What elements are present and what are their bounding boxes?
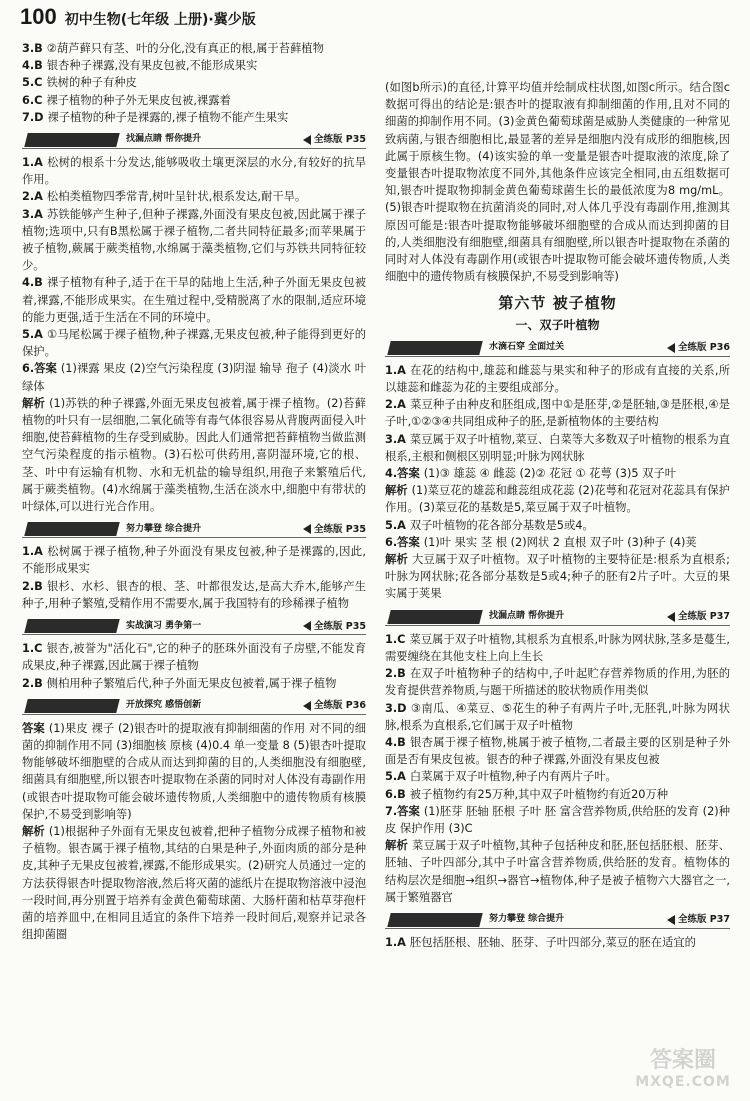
answer-label: 解析 [385, 839, 409, 853]
book-reference-text: 全练版 P35 [314, 620, 366, 632]
answer-text: 菜豆属于双子叶植物,其种子包括种皮和胚,胚包括胚根、胚芽、胚轴、子叶四部分,其中子叶富含营养物质,供给胚的发育。植物体的结构层次是细胞→组织→器官→植物体,种子是被子植物六大器官之一,属于繁殖器官 [385, 839, 730, 904]
triangle-icon [667, 612, 675, 622]
answer-item [22, 109, 366, 126]
answer-item [385, 465, 730, 482]
answer-item [22, 57, 366, 74]
book-reference [667, 339, 730, 356]
answer-text: 胚包括胚根、胚轴、胚芽、子叶四部分,菜豆的胚在适宜的 [409, 935, 696, 949]
section-label-block [387, 610, 482, 624]
answer-text: 裸子植物的种子外无果皮包被,裸露着 [46, 93, 231, 107]
answer-item [22, 206, 366, 275]
section-tagline: 找漏点睛 帮你提升 [489, 611, 565, 622]
answer-text: 银杏种子裸露,没有果皮包被,不能形成果实 [46, 59, 258, 73]
section-tagline: 水滴石穿 全面过关 [489, 342, 565, 353]
answer-item [385, 517, 730, 534]
answer-text: 菜豆属于双子叶植物,菜豆、白菜等大多数双子叶植物的根系为直根系,主根和侧根区别明显;叶脉为网状脉 [385, 432, 730, 463]
answer-item [385, 482, 730, 516]
answer-text: (1)果皮 裸子 (2)银杏叶的提取液有抑制细菌的作用 对不同的细菌的抑制作用不同 (3)细胞核 原核 (4)0.4 单一变量 8 (5)银杏叶提取物能够破坏细胞壁的合成从而达到抑菌的目的,人类细胞没有细胞壁,细菌具有细胞壁,所以银杏叶提取物在杀菌的同时对人体没有毒副作用(或银杏叶提取物可能会破坏遗传物质,人类细胞中的遗传物质有核膜保护,不易受到影响等) [22, 721, 366, 821]
answer-label: 4.答案 [385, 467, 420, 481]
answer-item [22, 74, 366, 91]
answer-text: 裸子植物的种子是裸露的,裸子植物不能产生果实 [47, 110, 289, 124]
answer-text: 裸子植物有种子,适于在干旱的陆地上生活,种子外面无果皮包被着,裸露,不能形成果实。在生殖过程中,受精脱离了水的限制,适应环境的能力更强,适于生活在不同的环境中。 [22, 276, 366, 324]
answer-item [22, 543, 366, 577]
answer-text: (1)叶 果实 茎 根 (2)网状 2 直根 双子叶 (3)种子 (4)荚 [423, 535, 697, 549]
answer-item [385, 396, 730, 430]
book-reference-text: 全练版 P35 [314, 523, 366, 535]
answer-item [22, 395, 366, 515]
answer-text: (1)苏铁的种子裸露,外面无果皮包被着,属于裸子植物。(2)苔藓植物的叶只有一层细胞,二氧化硫等有毒气体很容易从背腹两面侵入叶细胞,使苔藓植物的生存受到威胁。因此人们通常把苔藓植物当做监测空气污染程度的指示植物。(3)石松可供药用,喜阴湿环境,它的根、茎、叶中有运输有机物、水和无机盐的输导组织,用孢子来繁殖后代,属于蕨类植物。(4)水绵属于藻类植物,生活在淡水中,细胞中有带状的叶绿体,可以进行光合作用。 [22, 396, 366, 514]
answer-list [22, 720, 366, 944]
answer-list [22, 40, 366, 126]
left-column [22, 40, 366, 943]
answer-label: 2.A [22, 190, 43, 204]
right-column [385, 79, 730, 951]
answer-item [385, 631, 730, 665]
answer-text: 菜豆属于双子叶植物,其根系为直根系,叶脉为网状脉,茎多是蔓生,需要缠绕在其他支柱上向上生长 [385, 632, 730, 663]
answer-list [22, 640, 366, 692]
answer-text: 松树属于裸子植物,种子外面没有果皮包被,种子是裸露的,因此,不能形成果实 [22, 545, 366, 576]
section-label-block [387, 341, 482, 355]
answer-text: 菜豆种子由种皮和胚组成,图中①是胚芽,②是胚轴,③是胚根,④是子叶,①②③④共同组成种子的胚,是新植物体的主要结构 [385, 398, 730, 429]
answer-label: 5.C [22, 76, 43, 90]
answer-item [22, 823, 366, 943]
answer-label: 6.C [22, 93, 43, 107]
section-label-block [24, 522, 119, 536]
book-reference-text: 全练版 P36 [314, 700, 366, 712]
answer-text: 在花的结构中,雄蕊和雌蕊与果实和种子的形成有直接的关系,所以雄蕊和雌蕊为花的主要组成部分。 [385, 363, 730, 395]
answer-item [22, 675, 366, 692]
answer-label: 答案 [22, 721, 45, 735]
answer-item [385, 700, 730, 734]
answer-item [22, 326, 366, 360]
section-bar [385, 340, 730, 357]
answer-text: (1)根据种子外面有无果皮包被着,把种子植物分成裸子植物和被子植物。银杏属于裸子植物,其结的白果是种子,外面肉质的部分是种皮,其种子无果皮包被着,裸露,不能形成果实。(2)研究人员通过一定的方法获得银杏叶提取物溶液,然后将灭菌的滤纸片在提取物溶液中浸泡一段时间,再分别置于培养有金黄色葡萄球菌、大肠杆菌和枯草芽孢杆菌的培养皿中,在相同且适宜的条件下培养一段时间后,观察并记录各组抑菌圈 [22, 824, 366, 942]
answer-item [22, 154, 366, 188]
section-label-block [24, 699, 119, 713]
answer-text: 白菜属于双子叶植物,种子内有两片子叶。 [409, 770, 617, 784]
book-reference [303, 618, 366, 635]
answer-item [385, 431, 730, 465]
answer-text: 铁树的种子有种皮 [46, 76, 137, 90]
answer-label: 7.答案 [385, 804, 420, 818]
triangle-icon [667, 343, 675, 353]
section-tagline: 实战演习 勇争第一 [126, 620, 202, 631]
section-label-block [24, 133, 119, 147]
book-title: 初中生物(七年级 上册)·冀少版 [64, 12, 256, 28]
section-tagline: 努力攀登 综合提升 [126, 523, 202, 534]
answer-text: 侧柏用种子繁殖后代,种子外面无果皮包被着,属于裸子植物 [46, 676, 337, 690]
book-reference-text: 全练版 P37 [678, 611, 730, 623]
section-bar [385, 912, 730, 929]
answer-text: ③南瓜、④菜豆、⑤花生的种子有两片子叶,无胚乳,叶脉为网状脉,根系为直根系,它们属于双子叶植物 [385, 701, 730, 732]
answer-text: 松柏类植物四季常青,树叶呈针状,根系发达,耐干旱。 [46, 190, 307, 204]
answer-item [385, 768, 730, 785]
answer-text: ①马尾松属于裸子植物,种子裸露,无果皮包被,种子能得到更好的保护。 [22, 328, 366, 359]
answer-label: 5.A [22, 328, 43, 342]
answer-text: 银杉、水杉、银杏的根、茎、叶都很发达,是高大乔木,能够产生种子,用种子繁殖,受精作用不需要水,属于我国特有的珍稀裸子植物 [22, 579, 366, 610]
answer-label: 3.A [385, 432, 406, 446]
triangle-icon [303, 701, 311, 711]
answer-label: 1.A [385, 363, 406, 377]
answer-label: 3.B [22, 42, 43, 55]
section-bar [22, 698, 366, 715]
answer-label: 解析 [22, 824, 45, 838]
answer-item [385, 837, 730, 906]
answer-label: 1.A [385, 935, 406, 949]
answer-item [22, 188, 366, 205]
answer-label: 4.B [22, 276, 43, 290]
answer-label: 解析 [22, 396, 46, 410]
answer-item [385, 934, 730, 951]
book-reference-text: 全练版 P37 [678, 914, 730, 926]
section-tagline: 开放探究 感悟创新 [126, 700, 202, 711]
section-title: 第六节 被子植物 [498, 294, 617, 313]
book-reference [303, 697, 366, 714]
section-tagline: 找漏点睛 帮你提升 [126, 134, 202, 145]
answer-list [22, 543, 366, 612]
page-header [20, 4, 256, 34]
section-tagline: 努力攀登 综合提升 [489, 914, 565, 925]
answer-label: 6.答案 [22, 362, 57, 376]
section-bar [22, 618, 366, 635]
answer-text: 在双子叶植物种子的结构中,子叶起贮存营养物质的作用,为胚的发育提供营养物质,与题干所描述的胶状物质作用类似 [385, 667, 730, 698]
answer-item [22, 640, 366, 674]
answer-item [22, 92, 366, 109]
answer-item [385, 803, 730, 837]
answer-text: (1)胚芽 胚轴 胚根 子叶 胚 富含营养物质,供给胚的发育 (2)种皮 保护作用 (3)C [385, 804, 730, 835]
section-label-block [24, 619, 119, 633]
answer-text: 被子植物约有25万种,其中双子叶植物约有近20万种 [409, 787, 669, 801]
answer-label: 5.A [385, 518, 406, 532]
section-bar [385, 609, 730, 626]
answer-label: 4.B [22, 59, 43, 73]
answer-item [385, 551, 730, 603]
section-label-block [387, 913, 482, 927]
answer-item [385, 734, 730, 768]
answer-label: 1.A [22, 156, 43, 170]
answer-label: 2.B [385, 667, 406, 681]
answer-text: 苏铁能够产生种子,但种子裸露,外面没有果皮包被,因此属于裸子植物;选项中,只有B黑松属于裸子植物,二者共同特征最多;而苹果属于被子植物,蕨属于蕨类植物,水绵属于藻类植物,它们与苏铁共同特征较少。 [22, 207, 366, 273]
answer-label: 3.D [385, 701, 407, 715]
answer-label: 4.B [385, 735, 406, 749]
book-reference [667, 911, 730, 928]
answer-label: 6.B [385, 787, 406, 801]
answer-list [385, 934, 730, 951]
answer-text: 银杏,被誉为"活化石",它的种子的胚珠外面没有子房壁,不能发育成果皮,种子裸露,因此属于裸子植物 [22, 642, 366, 673]
answer-text: 银杏属于裸子植物,桃属于被子植物,二者最主要的区别是种子外面是否有果皮包被。银杏的种子裸露,外面没有果皮包被 [385, 735, 730, 767]
answer-item [22, 360, 366, 394]
answer-item [22, 40, 366, 57]
book-reference [303, 521, 366, 538]
answer-text: ②葫芦藓只有茎、叶的分化,没有真正的根,属于苔藓植物 [46, 42, 324, 55]
answer-label: 7.D [22, 110, 44, 124]
section-bar [22, 132, 366, 149]
subsection-title: 一、双子叶植物 [515, 317, 600, 332]
answer-label: 1.C [22, 642, 43, 656]
answer-item [22, 578, 366, 612]
answer-text: (1)③ 雄蕊 ④ 雌蕊 (2)② 花冠 ① 花萼 (3)5 双子叶 [423, 467, 677, 481]
answer-text: (1)裸露 果皮 (2)空气污染程度 (3)阴湿 输导 孢子 (4)淡水 叶绿体 [22, 362, 366, 393]
answer-label: 解析 [385, 484, 408, 498]
answer-item [385, 534, 730, 551]
answer-label: 1.C [385, 632, 406, 646]
section-bar [22, 521, 366, 538]
answer-text: 双子叶植物的花各部分基数是5或4。 [409, 518, 594, 532]
answer-label: 1.A [22, 545, 43, 559]
answer-text: 松树的根系十分发达,能够吸收土壤更深层的水分,有较好的抗旱作用。 [22, 156, 366, 187]
answer-item [385, 665, 730, 699]
book-reference-text: 全练版 P35 [314, 134, 366, 146]
answer-label: 解析 [385, 553, 408, 567]
answer-label: 2.B [22, 579, 43, 593]
triangle-icon [667, 915, 675, 925]
triangle-icon [303, 621, 311, 631]
book-reference-text: 全练版 P36 [678, 342, 730, 354]
answer-item [22, 720, 366, 823]
answer-item [385, 786, 730, 803]
site-watermark [624, 1043, 742, 1095]
answer-item [22, 274, 366, 326]
triangle-icon [303, 135, 311, 145]
answer-label: 2.B [22, 676, 43, 690]
answer-list [22, 154, 366, 515]
watermark-top-text: 答案圈 [649, 1048, 716, 1073]
answer-label: 5.A [385, 770, 406, 784]
book-reference [303, 131, 366, 148]
page-number: 100 [20, 4, 57, 29]
triangle-icon [303, 524, 311, 534]
watermark-bottom-text: MXQE.COM [635, 1074, 731, 1090]
answer-label: 6.答案 [385, 535, 420, 549]
answer-list [385, 362, 730, 603]
continued-paragraph: (如图b所示)的直径,计算平均值并绘制成柱状图,如图c所示。结合图c数据可得出的结论是:银杏叶的提取液有抑制细菌的作用,且对不同的细菌的抑制作用不同。(3)金黄色葡萄球菌是威胁人类健康的一种常见致病菌,与银杏细胞相比,最显著的差异是细胞内没有成形的细胞核,因此属于原核生物。(4)该实验的单一变量是银杏叶提取液的浓度,除了变量银杏叶提取物浓度不同外,其他条件应该完全相同,由五组数据可知,银杏叶提取物抑制金黄色葡萄球菌生长的最低浓度为8 mg/mL。(5)银杏叶提取物在抗菌消炎的同时,对人体几乎没有毒副作用,推测其原因可能是:银杏叶提取物能够破坏细胞壁的合成从而达到抑菌的目的,人类细胞没有细胞壁,细菌具有细胞壁,所以银杏叶提取物在杀菌的同时对人体没有毒副作用(或银杏叶提取物可能会破坏遗传物质,人类细胞中的遗传物质有核膜保护,不易受到影响等) [385, 81, 730, 284]
answer-item [385, 362, 730, 396]
answer-list [385, 631, 730, 906]
answer-text: 大豆属于双子叶植物。双子叶植物的主要特征是:根系为直根系;叶脉为网状脉;花各部分基数是5或4;种子的胚有2片子叶。大豆的果实属于荚果 [385, 553, 730, 601]
book-reference [667, 608, 730, 625]
answer-label: 3.A [22, 207, 43, 221]
answer-label: 2.A [385, 398, 406, 412]
answer-text: (1)菜豆花的雄蕊和雌蕊组成花蕊 (2)花萼和花冠对花蕊具有保护作用。(3)菜豆花的基数是5,菜豆属于双子叶植物。 [385, 484, 730, 515]
